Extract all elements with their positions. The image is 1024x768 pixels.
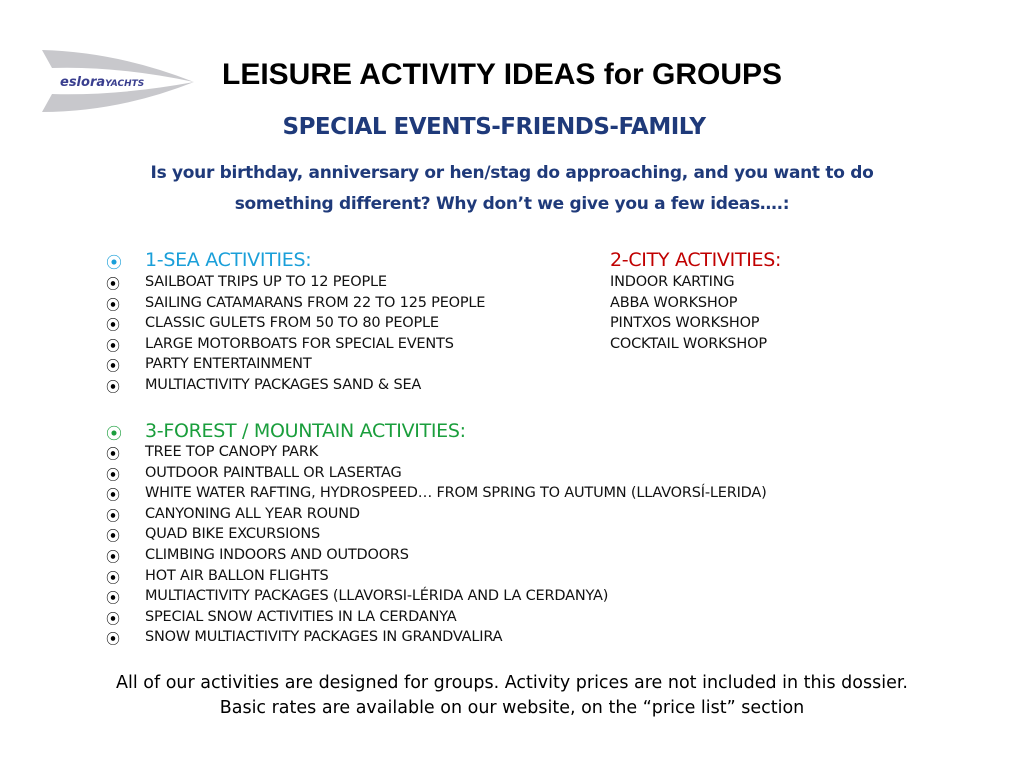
- forest-activity-item: OUTDOOR PAINTBALL OR LASERTAG: [145, 464, 402, 481]
- subtitle: [0, 114, 1024, 140]
- forest-activity-item: CANYONING ALL YEAR ROUND: [145, 505, 360, 522]
- svg-text:esloraYACHTS: esloraYACHTS: [60, 75, 145, 90]
- forest-activity-item: CLIMBING INDOORS AND OUTDOORS: [145, 547, 409, 563]
- radio-bullet-icon: ⦿: [106, 380, 120, 396]
- radio-bullet-icon: ⦿: [106, 611, 120, 628]
- sea-activity-item: CLASSIC GULETS FROM 50 TO 80 PEOPLE: [145, 315, 439, 332]
- radio-bullet-icon: ⦿: [106, 632, 120, 649]
- forest-activity-item: TREE TOP CANOPY PARK: [145, 444, 319, 460]
- intro-line-2: something different? Why don’t we give you a few ideas….:: [234, 194, 790, 214]
- radio-bullet-icon: ⦿: [106, 591, 120, 608]
- eslora-yachts-logo: [38, 46, 198, 116]
- radio-bullet-icon: ⦿: [106, 570, 120, 587]
- radio-bullet-icon: ⦿: [106, 297, 120, 314]
- footer-line-1: All of our activities are designed for groups. Activity prices are not included in this dossier.: [116, 673, 908, 693]
- sea-activity-item: PARTY ENTERTAINMENT: [145, 356, 312, 373]
- radio-bullet-icon: ⦿: [106, 488, 120, 505]
- radio-bullet-icon: ⦿: [106, 467, 120, 484]
- city-activities-heading: 2-CITY ACTIVITIES:: [610, 249, 782, 271]
- sea-activity-item: LARGE MOTORBOATS FOR SPECIAL EVENTS: [145, 335, 454, 352]
- radio-bullet-icon: ⦿: [106, 338, 120, 355]
- page-title: LEISURE ACTIVITY IDEAS for GROUPS: [222, 58, 783, 91]
- city-activity-item: PINTXOS WORKSHOP: [610, 315, 760, 332]
- intro-line-1: Is your birthday, anniversary or hen/stag do approaching, and you want to do: [150, 163, 874, 183]
- sea-activity-item: MULTIACTIVITY PACKAGES SAND & SEA: [145, 377, 422, 393]
- sea-activities-heading: 1-SEA ACTIVITIES:: [145, 249, 312, 271]
- radio-bullet-icon: ⦿: [106, 447, 120, 463]
- radio-bullet-icon: ⦿: [106, 550, 120, 566]
- forest-activity-item: QUAD BIKE EXCURSIONS: [145, 526, 321, 543]
- subtitle-text: SPECIAL EVENTS-FRIENDS-FAMILY: [282, 114, 706, 140]
- forest-activity-item: HOT AIR BALLON FLIGHTS: [145, 567, 329, 584]
- forest-activity-item: SPECIAL SNOW ACTIVITIES IN LA CERDANYA: [145, 608, 457, 625]
- radio-bullet-icon: ⦿: [106, 277, 120, 293]
- city-activity-item: COCKTAIL WORKSHOP: [610, 335, 767, 352]
- radio-bullet-icon: ⦿: [106, 359, 120, 376]
- city-activity-item: INDOOR KARTING: [610, 274, 735, 290]
- radio-bullet-icon: ⦿: [106, 508, 120, 525]
- forest-activities-heading: 3-FOREST / MOUNTAIN ACTIVITIES:: [145, 420, 466, 442]
- sea-activity-item: SAILING CATAMARANS FROM 22 TO 125 PEOPLE: [145, 294, 486, 311]
- city-activity-item: ABBA WORKSHOP: [610, 294, 738, 311]
- radio-bullet-icon: ⦿: [106, 318, 120, 335]
- radio-bullet-icon: ⦿: [106, 424, 123, 443]
- forest-activity-item: WHITE WATER RAFTING, HYDROSPEED… FROM SPRING TO AUTUMN (LLAVORSÍ-LERIDA): [145, 485, 767, 502]
- footer-line-2: Basic rates are available on our website, on the “price list” section: [219, 698, 805, 718]
- radio-bullet-icon: ⦿: [106, 529, 120, 546]
- radio-bullet-icon: ⦿: [106, 253, 123, 272]
- sea-activity-item: SAILBOAT TRIPS UP TO 12 PEOPLE: [145, 274, 387, 290]
- forest-activity-item: MULTIACTIVITY PACKAGES (LLAVORSI-LÉRIDA AND LA CERDANYA): [145, 588, 609, 605]
- forest-activity-item: SNOW MULTIACTIVITY PACKAGES IN GRANDVALIRA: [145, 629, 503, 646]
